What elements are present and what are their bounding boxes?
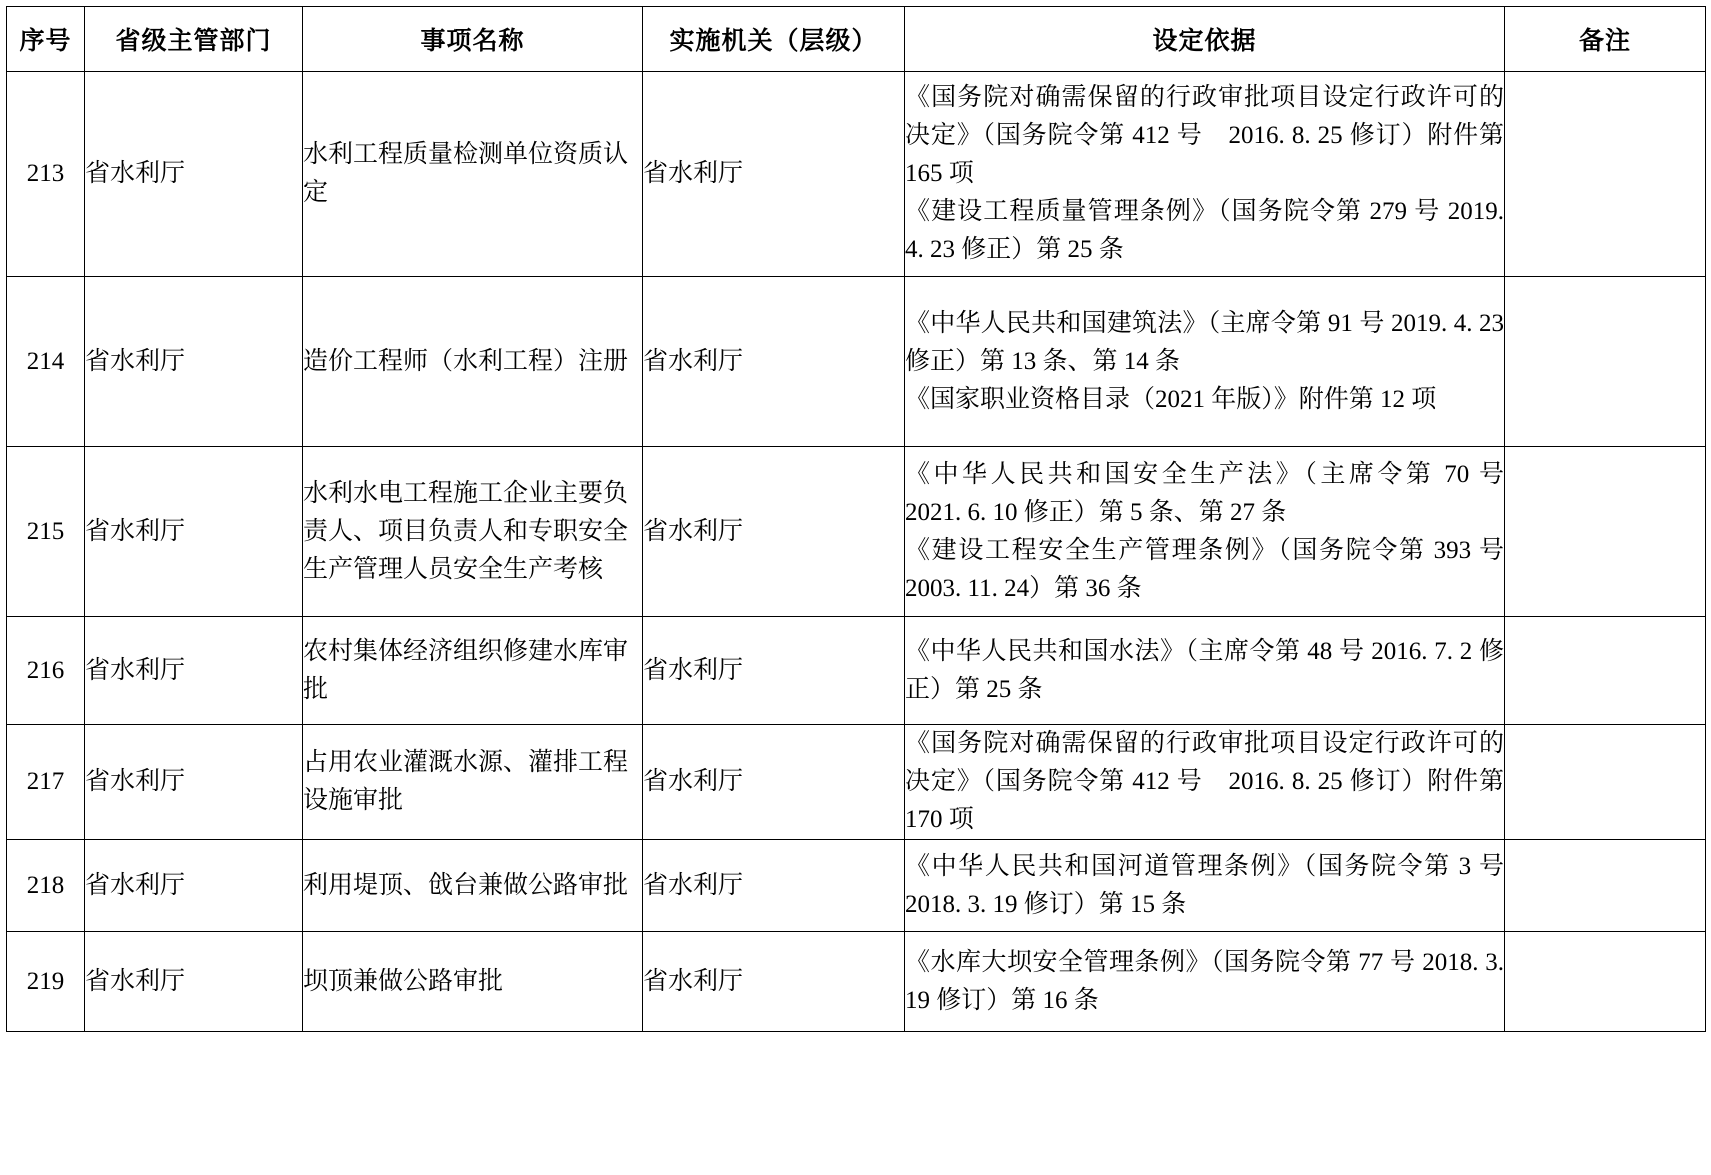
cell-item-name	[303, 932, 643, 1032]
legal-basis-line: 《水库大坝安全管理条例》（国务院令第 77 号 2018. 3. 19 修订）第 16 条	[905, 948, 1504, 1014]
cell-seq: 218	[7, 840, 85, 932]
legal-basis-line: 《建设工程质量管理条例》（国务院令第 279 号 2019. 4. 23 修正）第 25 条	[905, 198, 1504, 263]
column-header-remark: 备注	[1505, 7, 1706, 72]
cell-department: 省水利厅	[85, 617, 303, 725]
table-row	[7, 447, 1706, 617]
item-name-text: 水利工程质量检测单位资质认定	[303, 141, 629, 206]
table-row	[7, 617, 1706, 725]
table-row	[7, 72, 1706, 277]
column-header-department: 省级主管部门	[85, 7, 303, 72]
cell-remark	[1505, 447, 1706, 617]
cell-remark	[1505, 932, 1706, 1032]
cell-remark	[1505, 725, 1706, 840]
cell-remark	[1505, 72, 1706, 277]
table-row	[7, 932, 1706, 1032]
column-header-item-name: 事项名称	[303, 7, 643, 72]
cell-remark	[1505, 840, 1706, 932]
cell-item-name	[303, 617, 643, 725]
table-body	[7, 72, 1706, 1032]
legal-basis-line: 《国务院对确需保留的行政审批项目设定行政许可的决定》（国务院令第 412 号 2016. 8. 25 修订）附件第 165 项	[905, 84, 1504, 187]
cell-seq: 217	[7, 725, 85, 840]
cell-implementing-organ: 省水利厅	[643, 72, 905, 277]
legal-basis-line: 《中华人民共和国建筑法》（主席令第 91 号 2019. 4. 23 修正）第 13 条、第 14 条	[905, 309, 1504, 375]
item-name-text: 占用农业灌溉水源、灌排工程设施审批	[303, 749, 629, 814]
cell-seq: 216	[7, 617, 85, 725]
cell-implementing-organ: 省水利厅	[643, 617, 905, 725]
cell-item-name	[303, 725, 643, 840]
cell-seq: 219	[7, 932, 85, 1032]
cell-legal-basis	[905, 72, 1505, 277]
cell-department: 省水利厅	[85, 447, 303, 617]
table-header-row	[7, 7, 1706, 72]
cell-legal-basis	[905, 447, 1530, 617]
cell-seq: 214	[7, 277, 85, 447]
table-header	[7, 7, 1706, 72]
item-name-text: 水利水电工程施工企业主要负责人、项目负责人和专职安全生产管理人员安全生产考核	[303, 479, 629, 583]
legal-basis-line: 《中华人民共和国安全生产法》（主席令第 70 号 2021. 6. 10 修正）第 5 条、第 27 条	[905, 460, 1530, 526]
table-row	[7, 840, 1706, 932]
cell-implementing-organ: 省水利厅	[643, 277, 905, 447]
cell-department: 省水利厅	[85, 72, 303, 277]
legal-basis-line: 《中华人民共和国水法》（主席令第 48 号 2016. 7. 2 修正）第 25 条	[905, 637, 1504, 703]
item-name-text: 坝顶兼做公路审批	[303, 967, 504, 995]
cell-department: 省水利厅	[85, 840, 303, 932]
cell-seq: 213	[7, 72, 85, 277]
item-name-text: 利用堤顶、戗台兼做公路审批	[303, 871, 629, 899]
cell-legal-basis	[905, 725, 1505, 840]
cell-item-name	[303, 277, 643, 447]
item-name-text: 农村集体经济组织修建水库审批	[303, 637, 629, 703]
column-header-implementing-organ: 实施机关（层级）	[643, 7, 905, 72]
legal-basis-line: 《中华人民共和国河道管理条例》（国务院令第 3 号 2018. 3. 19 修订）第 15 条	[905, 852, 1530, 918]
cell-implementing-organ: 省水利厅	[643, 447, 905, 617]
column-header-legal-basis: 设定依据	[905, 7, 1505, 72]
cell-item-name	[303, 840, 643, 932]
cell-legal-basis	[905, 932, 1505, 1032]
cell-remark	[1505, 277, 1706, 447]
administrative-licensing-table	[6, 6, 1706, 1032]
legal-basis-line: 《建设工程安全生产管理条例》（国务院令第 393 号 2003. 11. 24）第 36 条	[905, 536, 1530, 602]
cell-legal-basis	[905, 617, 1505, 725]
cell-legal-basis	[905, 840, 1530, 932]
cell-seq: 215	[7, 447, 85, 617]
cell-item-name	[303, 72, 643, 277]
cell-implementing-organ: 省水利厅	[643, 840, 905, 932]
legal-basis-line: 《国务院对确需保留的行政审批项目设定行政许可的决定》（国务院令第 412 号 2016. 8. 25 修订）附件第 170 项	[905, 730, 1504, 833]
cell-department: 省水利厅	[85, 725, 303, 840]
cell-department: 省水利厅	[85, 277, 303, 447]
cell-legal-basis	[905, 277, 1505, 447]
table-row	[7, 277, 1706, 447]
item-name-text: 造价工程师（水利工程）注册	[303, 347, 629, 375]
cell-department: 省水利厅	[85, 932, 303, 1032]
cell-item-name	[303, 447, 643, 617]
cell-remark	[1505, 617, 1706, 725]
table-row	[7, 725, 1706, 840]
legal-basis-line: 《国家职业资格目录（2021 年版）》附件第 12 项	[905, 385, 1437, 413]
cell-implementing-organ: 省水利厅	[643, 725, 905, 840]
column-header-seq: 序号	[7, 7, 85, 72]
cell-implementing-organ: 省水利厅	[643, 932, 905, 1032]
